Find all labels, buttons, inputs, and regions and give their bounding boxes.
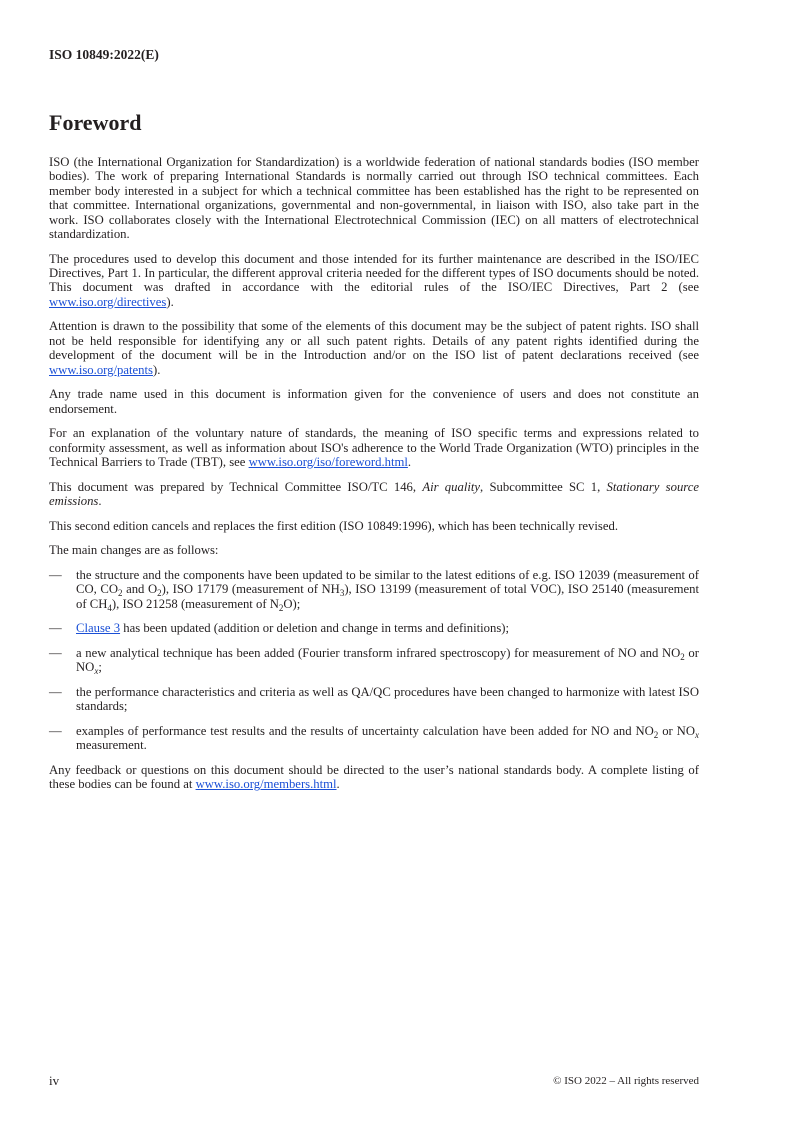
- text: ), ISO 17179 (measurement of NH: [161, 582, 340, 597]
- list-item: [49, 685, 699, 714]
- closing-paragraph: [49, 763, 699, 792]
- copyright-notice: © ISO 2022 – All rights reserved: [553, 1075, 699, 1087]
- paragraph: [49, 519, 699, 533]
- page-title: Foreword: [49, 110, 142, 135]
- text: .: [407, 455, 412, 470]
- list-item: [49, 621, 699, 635]
- list-dash: —: [49, 621, 62, 636]
- link[interactable]: www.iso.org/members.html: [195, 777, 337, 792]
- text: ), ISO 21258 (measurement of N: [111, 596, 279, 611]
- text: The main changes are as follows:: [49, 543, 219, 558]
- list-item: [49, 646, 699, 675]
- link[interactable]: www.iso.org/directives: [49, 294, 167, 309]
- text: The procedures used to develop this document and those intended for its further maintenance are described in the ISO/IEC Directives, Part 1. In particular, the different approval criteria needed for the different types of ISO documents should be noted. This document was drafted in accordance with the editorial rules of the ISO/IEC Directives, Part 2 (see: [49, 251, 699, 295]
- subscript: 2: [680, 651, 685, 662]
- text: Any trade name used in this document is information given for the convenience of users and does not constitute an endorsement.: [49, 387, 699, 416]
- subscript: 2: [278, 602, 284, 613]
- text: or NO: [76, 645, 699, 675]
- list-dash: —: [49, 645, 62, 660]
- list-item-text: [76, 568, 699, 611]
- text: For an explanation of the voluntary nature of standards, the meaning of ISO specific terms and expressions related to conformity assessment, as well as information about ISO's adherence to the World Trade Organization (WTO) principles in the Technical Barriers to Trade (TBT), see: [49, 426, 699, 470]
- text: Attention is drawn to the possibility that some of the elements of this document may be the subject of patent rights. ISO shall not be held responsible for identifying any or all such patent rights. Details of any patent rights identified during the development of the document will be in the Introduction and/or on the ISO list of patent declarations received (see: [49, 319, 699, 363]
- link[interactable]: www.iso.org/patents: [49, 362, 153, 377]
- text: .: [98, 494, 102, 509]
- text: .: [336, 777, 340, 792]
- paragraph: [49, 387, 699, 416]
- link[interactable]: Clause 3: [76, 621, 121, 636]
- foreword-body: [49, 155, 699, 802]
- subscript: 2: [118, 588, 123, 599]
- list-dash: —: [49, 567, 62, 582]
- text: ISO (the International Organization for Standardization) is a worldwide federation of national standards bodies (ISO member bodies). The work of preparing International Standards is normally carried out through ISO technical committees. Each member body interested in a subject for which a technical committee has been established has the right to be represented on that committee. International organizations, governmental and non-governmental, in liaison with ISO, also take part in the work. ISO collaborates closely with the International Electrotechnical Commission (IEC) on all matters of electrotechnical standardization.: [49, 155, 699, 242]
- paragraph: [49, 543, 699, 557]
- page-number: iv: [49, 1073, 60, 1088]
- text: or NO: [658, 723, 695, 738]
- text: measurement.: [76, 738, 147, 753]
- list-item: [49, 724, 699, 753]
- text: the structure and the components have been updated to be similar to the latest editions of e.g. ISO 12039 (measurement of CO, CO: [76, 567, 699, 597]
- text: ).: [166, 294, 174, 309]
- text: Any feedback or questions on this document should be directed to the user’s national standards body. A complete listing of these bodies can be found at: [49, 762, 699, 792]
- paragraph: [49, 252, 699, 310]
- text: This document was prepared by Technical Committee ISO/TC 146,: [49, 479, 423, 494]
- paragraph: [49, 426, 699, 469]
- list-item: [49, 568, 699, 611]
- italic-text: Stationary source emissions: [49, 479, 700, 509]
- subscript: 2: [157, 588, 162, 599]
- list-dash: —: [49, 684, 62, 699]
- document-id-header: ISO 10849:2022(E): [49, 47, 159, 62]
- paragraph: [49, 155, 699, 241]
- text: ).: [152, 362, 161, 377]
- list-dash: —: [49, 723, 62, 738]
- text: the performance characteristics and criteria as well as QA/QC procedures have been changed to harmonize with latest ISO standards;: [76, 684, 699, 714]
- subscript: 4: [107, 602, 112, 613]
- text: examples of performance test results and the results of uncertainty calculation have been added for NO and NO: [76, 723, 654, 738]
- subscript: 3: [339, 588, 345, 599]
- text: a new analytical technique has been added (Fourier transform infrared spectroscopy) for measurement of NO and NO: [76, 645, 681, 660]
- list-item-text: [76, 724, 699, 753]
- text: and O: [122, 582, 158, 597]
- subscript: x: [94, 666, 99, 677]
- text: ), ISO 13199 (measurement of total VOC), ISO 25140 (measurement of CH: [76, 582, 700, 611]
- subscript: x: [695, 729, 699, 740]
- text: O);: [283, 596, 301, 611]
- text: This second edition cancels and replaces the first edition (ISO 10849:1996), which has been technically revised.: [49, 518, 619, 533]
- text: has been updated (addition or deletion and change in terms and definitions);: [120, 621, 510, 636]
- italic-text: Air quality: [422, 479, 481, 494]
- subscript: 2: [653, 729, 659, 740]
- list-item-text: [76, 621, 699, 635]
- paragraph: [49, 480, 699, 509]
- list-item-text: [76, 685, 699, 714]
- link[interactable]: www.iso.org/iso/foreword.html: [248, 455, 408, 470]
- list-item-text: [76, 646, 699, 675]
- text: , Subcommittee SC 1,: [480, 479, 607, 494]
- paragraph: [49, 319, 699, 377]
- text: ;: [98, 660, 102, 675]
